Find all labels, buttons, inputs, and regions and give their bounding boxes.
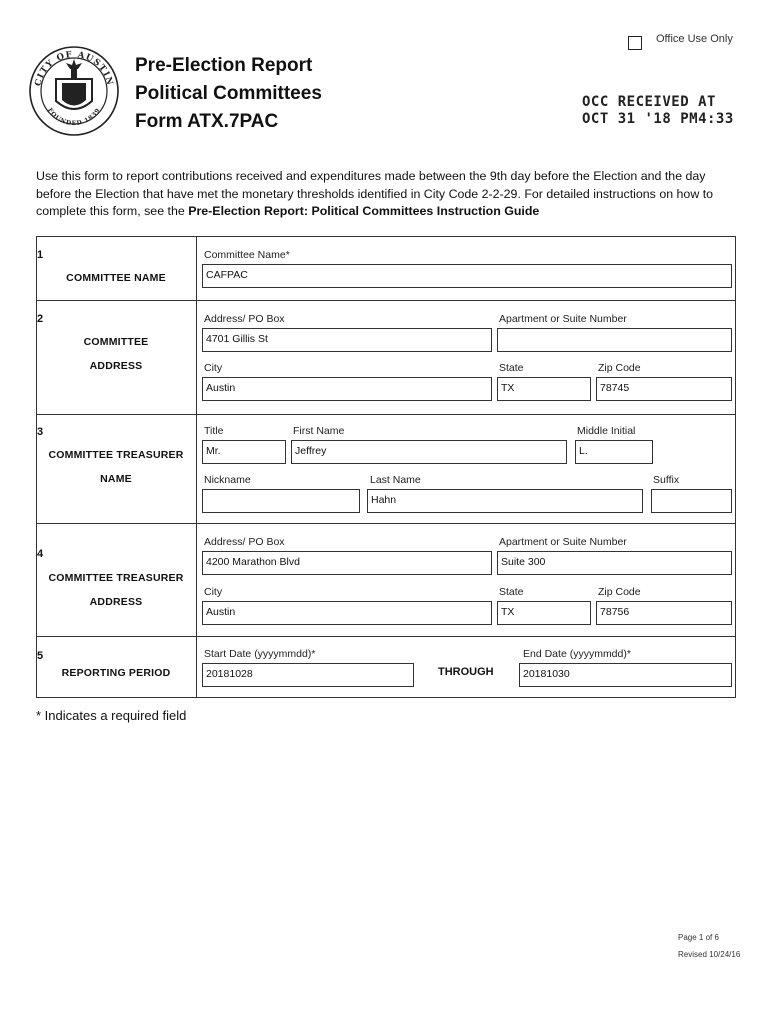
committee-zip-field[interactable]: 78745 <box>596 377 732 401</box>
office-use-checkbox[interactable] <box>628 36 642 50</box>
received-stamp-line1: OCC RECEIVED AT <box>582 94 716 110</box>
section-2-title-line1: COMMITTEE <box>83 336 149 348</box>
form-table <box>36 236 736 698</box>
row-divider <box>36 300 736 301</box>
committee-city-field[interactable]: Austin <box>202 377 492 401</box>
committee-name-label: Committee Name* <box>204 249 290 261</box>
treasurer-middle-initial-field[interactable]: L. <box>575 440 653 464</box>
treasurer-suffix-label: Suffix <box>653 474 680 486</box>
form-title-line3: Form ATX.7PAC <box>135 111 279 132</box>
revised-date: Revised 10/24/16 <box>678 950 741 959</box>
committee-address-field[interactable]: 4701 Gillis St <box>202 328 492 352</box>
committee-apt-label: Apartment or Suite Number <box>499 313 627 325</box>
through-label: THROUGH <box>438 666 494 678</box>
row-divider <box>36 523 736 524</box>
treasurer-first-name-label: First Name <box>293 425 345 437</box>
section-2-title-line2: ADDRESS <box>89 360 143 372</box>
treasurer-last-name-field[interactable]: Hahn <box>367 489 643 513</box>
treasurer-zip-label: Zip Code <box>598 586 641 598</box>
treasurer-zip-field[interactable]: 78756 <box>596 601 732 625</box>
section-4-number: 4 <box>37 548 44 560</box>
treasurer-nickname-field[interactable] <box>202 489 360 513</box>
treasurer-nickname-label: Nickname <box>204 474 251 486</box>
treasurer-city-field[interactable]: Austin <box>202 601 492 625</box>
committee-apt-field[interactable] <box>497 328 732 352</box>
section-3-title-line1: COMMITTEE TREASURER <box>48 449 184 461</box>
end-date-label: End Date (yyyymmdd)* <box>523 648 631 660</box>
committee-name-field[interactable]: CAFPAC <box>202 264 732 288</box>
treasurer-first-name-field[interactable]: Jeffrey <box>291 440 567 464</box>
city-seal-logo <box>28 45 120 137</box>
intro-text: Use this form to report contributions received and expenditures made between the 9th day before the Election and the day before the Election that have met the monetary thresholds identified in City Code 2-2-29. For detailed instructions on how to complete this form, see the <box>36 169 714 218</box>
section-1-number: 1 <box>37 249 44 261</box>
section-3-title-line2: NAME <box>100 473 132 485</box>
seal-text-top: CITY OF AUSTIN <box>33 49 115 88</box>
section-4-title-line2: ADDRESS <box>89 596 143 608</box>
treasurer-apt-label: Apartment or Suite Number <box>499 536 627 548</box>
intro-paragraph <box>36 168 736 221</box>
row-divider <box>36 636 736 637</box>
treasurer-state-field[interactable]: TX <box>497 601 591 625</box>
treasurer-suffix-field[interactable] <box>651 489 732 513</box>
row-divider <box>36 414 736 415</box>
section-4-title-line1: COMMITTEE TREASURER <box>48 572 184 584</box>
committee-zip-label: Zip Code <box>598 362 641 374</box>
office-use-label: Office Use Only <box>656 33 733 45</box>
form-title-line2: Political Committees <box>135 83 322 104</box>
required-field-note: * Indicates a required field <box>36 708 187 723</box>
section-1-title: COMMITTEE NAME <box>66 272 166 284</box>
received-stamp-line2: OCT 31 '18 PM4:33 <box>582 111 734 127</box>
treasurer-middle-initial-label: Middle Initial <box>577 425 636 437</box>
treasurer-apt-field[interactable]: Suite 300 <box>497 551 732 575</box>
committee-address-label: Address/ PO Box <box>204 313 285 325</box>
instruction-guide-title: Pre-Election Report: Political Committees Instruction Guide <box>188 204 540 218</box>
treasurer-last-name-label: Last Name <box>370 474 421 486</box>
committee-city-label: City <box>204 362 223 374</box>
page-number: Page 1 of 6 <box>678 933 719 942</box>
seal-text-bottom: FOUNDED 1839 <box>46 106 102 128</box>
form-title-line1: Pre-Election Report <box>135 55 313 76</box>
treasurer-state-label: State <box>499 586 524 598</box>
treasurer-address-field[interactable]: 4200 Marathon Blvd <box>202 551 492 575</box>
start-date-field[interactable]: 20181028 <box>202 663 414 687</box>
end-date-field[interactable]: 20181030 <box>519 663 732 687</box>
committee-state-field[interactable]: TX <box>497 377 591 401</box>
treasurer-city-label: City <box>204 586 223 598</box>
treasurer-address-label: Address/ PO Box <box>204 536 285 548</box>
section-2-number: 2 <box>37 313 44 325</box>
start-date-label: Start Date (yyyymmdd)* <box>204 648 316 660</box>
committee-state-label: State <box>499 362 524 374</box>
section-5-title: REPORTING PERIOD <box>61 667 171 679</box>
column-divider <box>196 236 197 698</box>
section-5-number: 5 <box>37 650 44 662</box>
section-3-number: 3 <box>37 426 44 438</box>
treasurer-title-label: Title <box>204 425 224 437</box>
treasurer-title-field[interactable]: Mr. <box>202 440 286 464</box>
